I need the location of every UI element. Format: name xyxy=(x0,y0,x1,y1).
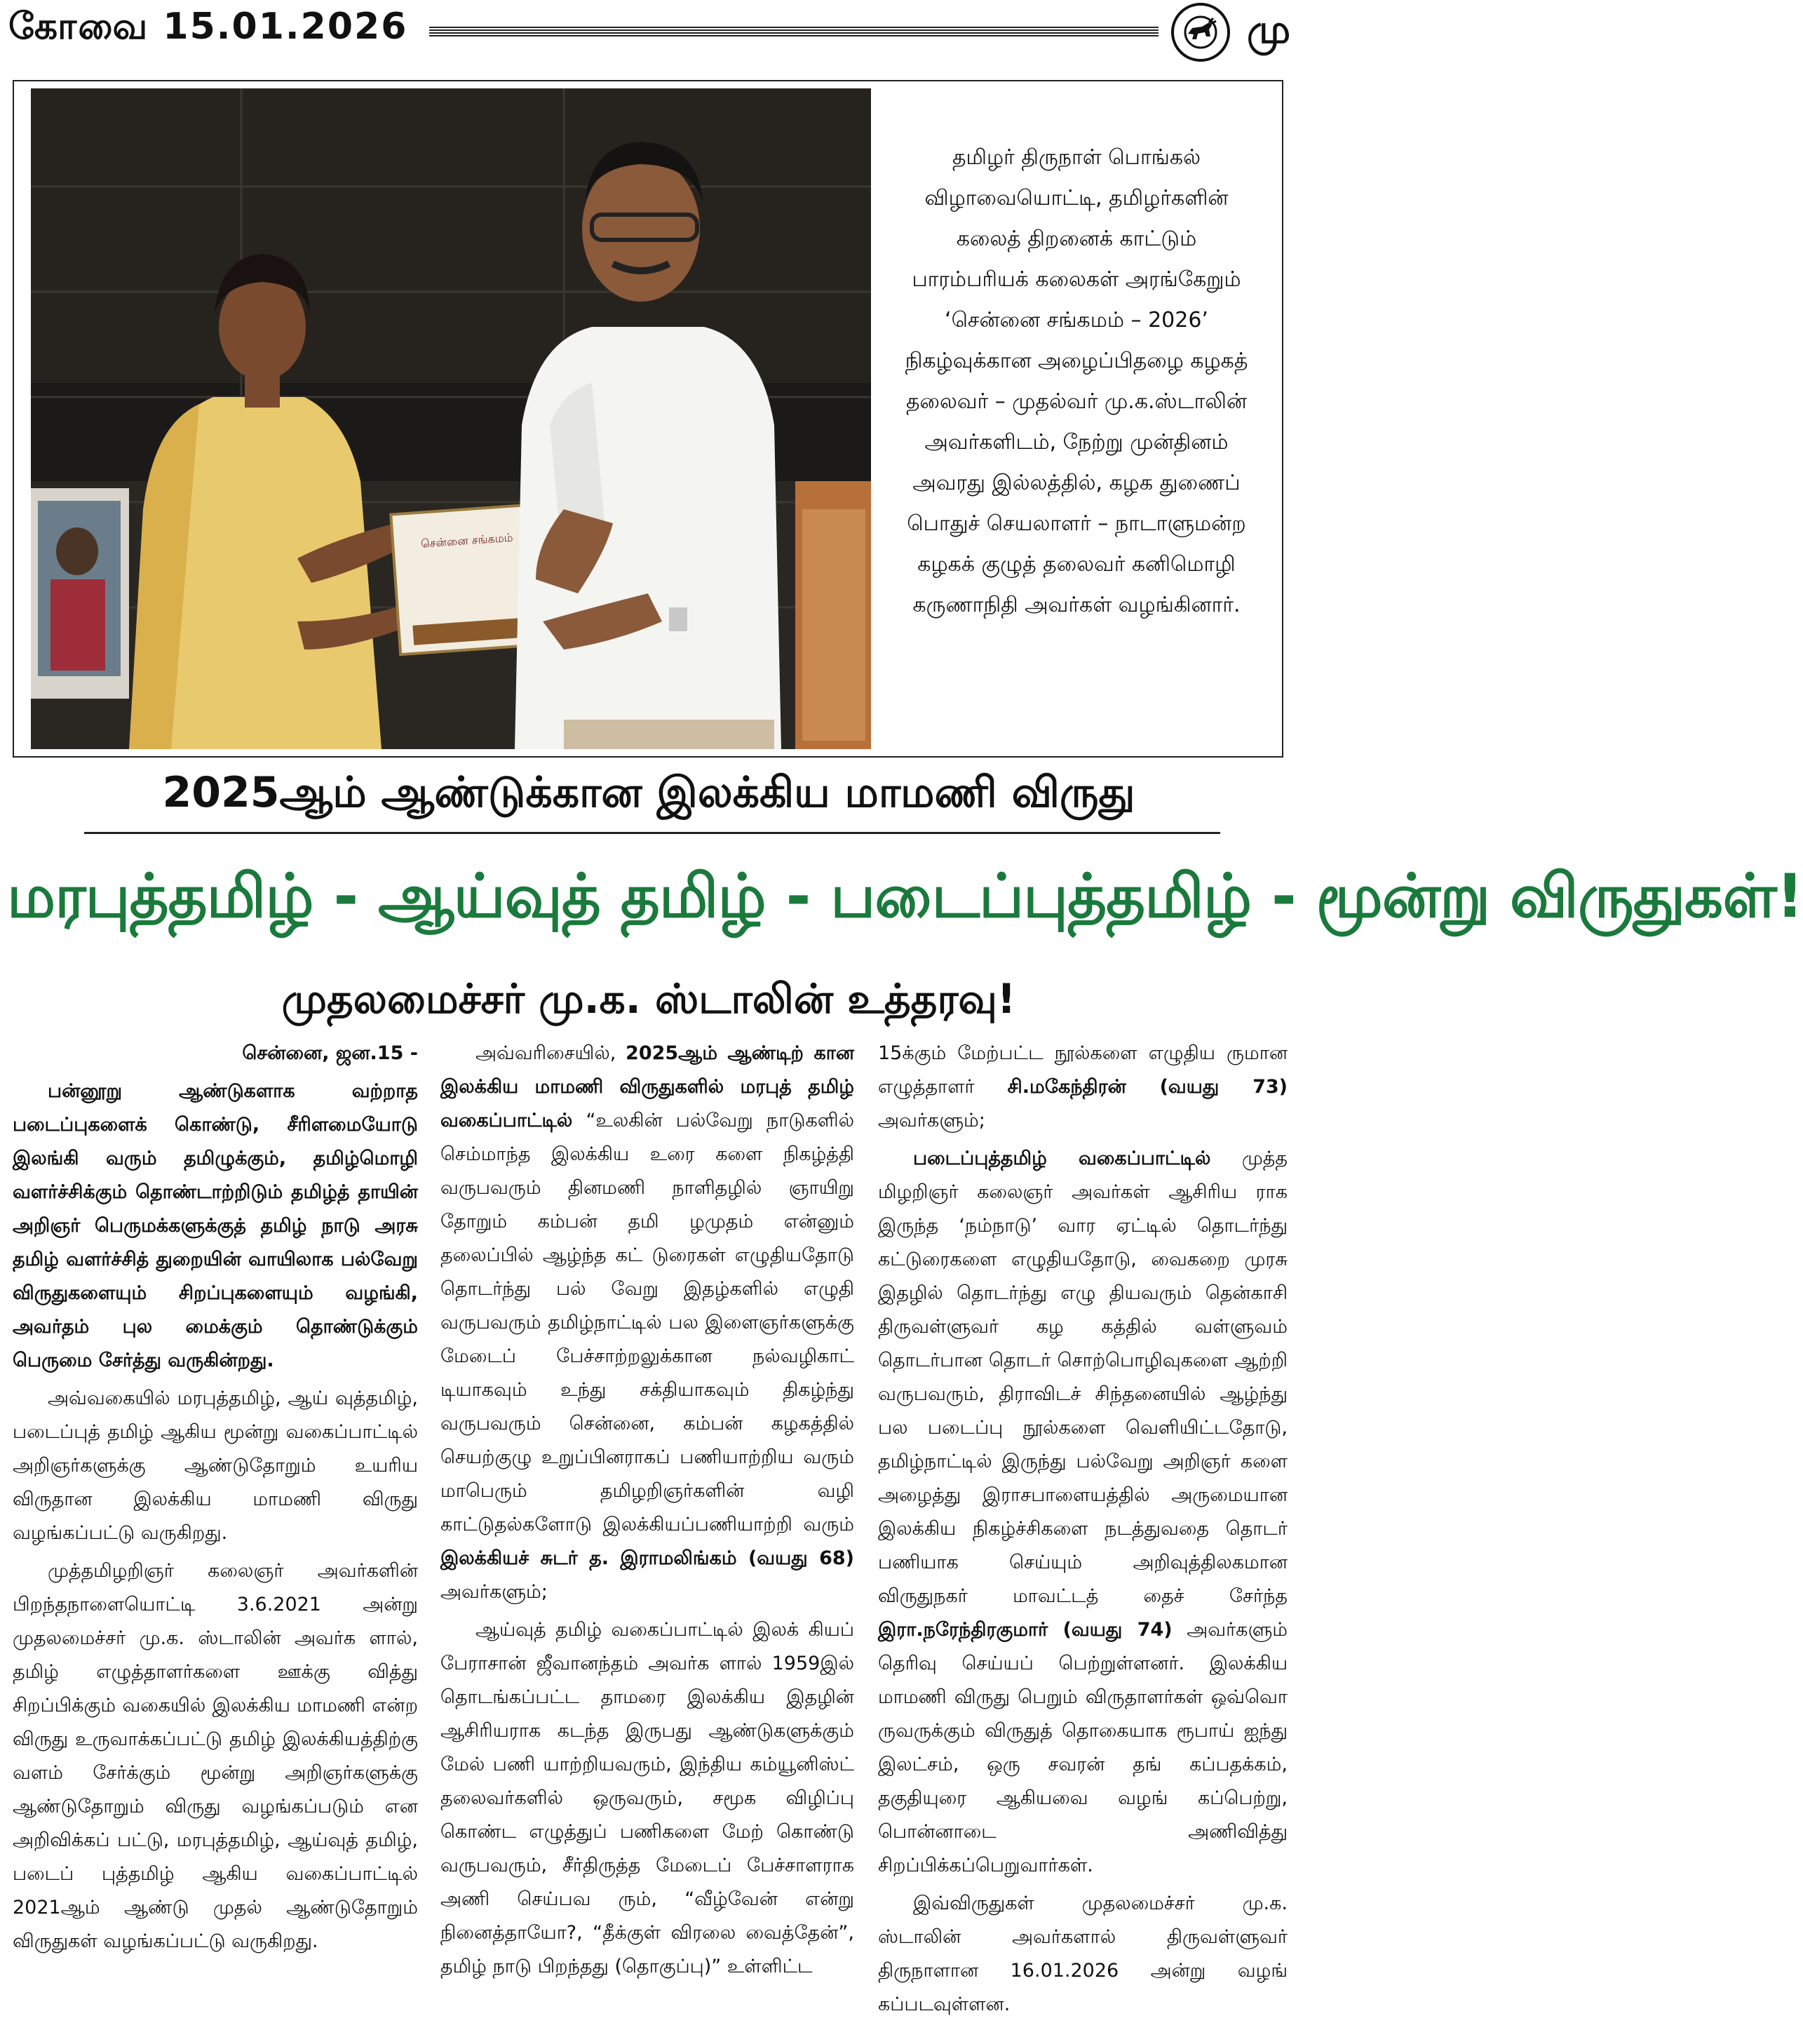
bull-emblem-icon xyxy=(1178,13,1223,52)
caption-line: கருணாநிதி அவர்கள் வழங்கினார். xyxy=(912,593,1241,617)
article-headline: மரபுத்தமிழ் - ஆய்வுத் தமிழ் - படைப்புத்தமிழ் - மூன்று விருதுகள்! xyxy=(7,861,1803,932)
caption-line: அவர்களிடம், நேற்று முன்தினம் xyxy=(924,430,1229,455)
body-paragraph xyxy=(878,1142,1288,1883)
article-column-3 xyxy=(878,1037,1288,2026)
caption-line: விழாவையொட்டி, தமிழர்களின் xyxy=(924,186,1229,210)
body-paragraph: முத்தமிழறிஞர் கலைஞர் அவர்களின் பிறந்தநாளையொட்டி 3.6.2021 அன்று முதலமைச்சர் மு.க. ஸ்டாலின் அவர்க ளால், தமிழ் எழுத்தாளர்களை ஊக்கு வித்து சிறப்பிக்கும் வகையில் இலக்கிய மாமணி என்ற விருது உருவாக்கப்பட்டு தமிழ் இலக்கியத்திற்கு வளம் சேர்க்கும் மூன்று அறிஞர்களுக்கு ஆண்டுதோறும் விருது வழங்கப்படும் என அறிவிக்கப் பட்டு, மரபுத்தமிழ், ஆய்வுத் தமிழ், படைப் புத்தமிழ் ஆகிய வகைப்பாட்டில் 2021ஆம் ஆண்டு முதல் ஆண்டுதோறும் விருதுகள் வழங்கப்பட்டு வருகிறது. xyxy=(13,1560,418,1952)
caption-line: அவரது இல்லத்தில், கழக துணைப் xyxy=(912,471,1241,495)
article-column-2 xyxy=(440,1037,854,1988)
caption-line: தமிழர் திருநாள் பொங்கல் xyxy=(952,145,1201,170)
awardee-name: சி.மகேந்திரன் (வயது 73) xyxy=(1007,1076,1288,1098)
masthead-rule xyxy=(429,27,1159,36)
lead-paragraph: பன்னூறு ஆண்டுகளாக வற்றாத படைப்புகளைக் கொண்டு, சீரிளமையோடு இலங்கி வரும் தமிழுக்கும், தமிழ்மொழி வளர்ச்சிக்கும் தொண்டாற்றிடும் தமிழ்த் தாயின் அறிஞர் பெருமக்களுக்குத் தமிழ் நாடு அரசு தமிழ் வளர்ச்சித் துறையின் வாயிலாக பல்வேறு விருதுகளையும் சிறப்புகளையும் வழங்கி, அவர்தம் புல மைக்கும் தொண்டுக்கும் பெருமை சேர்த்து வருகின்றது. xyxy=(13,1080,418,1371)
caption-line: ‘சென்னை சங்கமம் – 2026’ xyxy=(945,308,1208,332)
caption-line: தலைவர் – முதல்வர் மு.க.ஸ்டாலின் xyxy=(906,389,1247,414)
caption-line: நிகழ்வுக்கான அழைப்பிதழை கழகத் xyxy=(905,349,1248,373)
text-run: அவ்வரிசையில், xyxy=(475,1042,626,1064)
body-paragraph xyxy=(878,1037,1288,1138)
body-paragraph xyxy=(440,1037,854,1609)
awardee-name: இரா.நரேந்திரகுமார் (வயது 74) xyxy=(878,1619,1173,1641)
article-subhead: முதலமைச்சர் மு.க. ஸ்டாலின் உத்தரவு! xyxy=(281,975,1016,1023)
kicker-underline xyxy=(84,832,1220,834)
text-run: 15க்கும் மேற்பட்ட நூல்களை எழுதிய ருமான எழுத்தாளர் xyxy=(878,1042,1288,1098)
emphasis-text: 2025ஆம் ஆண்டிற் கான இலக்கிய மாமணி விருதுகளில் மரபுத் தமிழ் வகைப்பாட்டில் xyxy=(440,1042,854,1131)
body-paragraph: இவ்விருதுகள் முதலமைச்சர் மு.க. ஸ்டாலின் அவர்களால் திருவள்ளுவர் திருநாளான 16.01.2026 அன்று வழங் கப்படவுள்ளன. xyxy=(878,1892,1288,2015)
text-run: “உலகின் பல்வேறு நாடுகளில் செம்மாந்த இலக்கிய உரை களை நிகழ்த்தி வருபவரும் தினமணி நாளிதழில் ஞாயிறு தோறும் கம்பன் தமி ழமுதம் என்னும் தலைப்பில் ஆழ்ந்த கட் டுரைகள் எழுதியதோடு தொடர்ந்து பல் வேறு இதழ்களில் எழுதி வருபவரும் தமிழ்நாட்டில் பல இளைஞர்களுக்கு மேடைப் பேச்சாற்றலுக்கான நல்வழிகாட் டியாகவும் உந்து சக்தியாகவும் திகழ்ந்து வருபவரும் சென்னை, கம்பன் கழகத்தில் செயற்குழு உறுப்பினராகப் பணியாற்றிய வரும் மாபெரும் தமிழறிஞர்களின் வழி காட்டுதல்களோடு இலக்கியப்பணியாற்றி வரும் xyxy=(440,1110,854,1535)
dateline: சென்னை, ஜன.15 - xyxy=(242,1042,418,1064)
caption-line: கழகக் குழுத் தலைவர் கனிமொழி xyxy=(917,552,1236,577)
caption-line: பொதுச் செயலாளர் – நாடாளுமன்ற xyxy=(907,511,1246,536)
caption-line: கலைத் திறனைக் காட்டும் xyxy=(956,227,1197,251)
body-paragraph: ஆய்வுத் தமிழ் வகைப்பாட்டில் இலக் கியப் பேராசான் ஜீவானந்தம் அவர்க ளால் 1959இல் தொடங்கப்பட்ட தாமரை இலக்கிய இதழின் ஆசிரியராக கடந்த இருபது ஆண்டுகளுக்கும் மேல் பணி யாற்றியவரும், இந்திய கம்யூனிஸ்ட் தலைவர்களில் ஒருவரும், சமூக விழிப்பு கொண்ட எழுத்துப் பணிகளை மேற் கொண்டு வருபவரும், சீர்திருத்த மேடைப் பேச்சாளராக அணி செய்பவ ரும், “வீழ்வேன் என்று நினைத்தாயோ?, “தீக்குள் விரலை வைத்தேன்”, தமிழ் நாடு பிறந்தது (தொகுப்பு)” உள்ளிட்ட xyxy=(440,1619,854,1977)
awardee-name: இலக்கியச் சுடர் த. இராமலிங்கம் (வயது 68) xyxy=(440,1547,854,1569)
masthead xyxy=(0,0,1297,67)
edition-city-date: கோவை 15.01.2026 xyxy=(8,6,408,48)
masthead-letter: மு xyxy=(1247,7,1291,53)
article-column-1 xyxy=(13,1037,418,1963)
emphasis-text: படைப்புத்தமிழ் வகைப்பாட்டில் xyxy=(913,1148,1211,1169)
text-run: முத்த மிழறிஞர் கலைஞர் அவர்கள் ஆசிரிய ராக இருந்த ‘நம்நாடு’ வார ஏட்டில் தொடர்ந்து கட்டுரைகளை எழுதியதோடு, வைகறை முரசு இதழில் தொடர்ந்து எழு தியவரும் தென்காசி திருவள்ளுவர் கழ கத்தில் வள்ளுவம் தொடர்பான தொடர் சொற்பொழிவுகளை ஆற்றி வருபவரும், திராவிடச் சிந்தனையில் ஆழ்ந்து பல படைப்பு நூல்களை வெளியிட்டதோடு, தமிழ்நாட்டில் இருந்து பல்வேறு அறிஞர் களை அழைத்து இராசபாளையத்தில் அருமையான இலக்கிய நிகழ்ச்சிகளை நடத்துவதை தொடர் பணியாக செய்யும் அறிவுத்திலகமான விருதுநகர் மாவட்டத் தைச் சேர்ந்த xyxy=(878,1148,1288,1607)
news-photo xyxy=(31,88,871,749)
text-run: அவர்களும் தெரிவு செய்யப் பெற்றுள்ளனர். இலக்கிய மாமணி விருது பெறும் விருதாளர்கள் ஒவ்வொ ருவருக்கும் விருதுத் தொகையாக ரூபாய் ஐந்து இலட்சம், ஒரு சவரன் தங் கப்பதக்கம், தகுதியுரை ஆகியவை வழங் கப்பெற்று, பொன்னாடை அணிவித்து சிறப்பிக்கப்பெறுவார்கள். xyxy=(878,1619,1288,1876)
caption-line: பாரம்பரியக் கலைகள் அரங்கேறும் xyxy=(912,267,1241,292)
text-run: அவர்களும்; xyxy=(878,1110,985,1131)
text-run: அவர்களும்; xyxy=(440,1581,548,1603)
invitation-book-title: சென்னை சங்கமம் xyxy=(420,530,514,551)
body-paragraph: அவ்வகையில் மரபுத்தமிழ், ஆய் வுத்தமிழ், படைப்புத் தமிழ் ஆகிய மூன்று வகைப்பாட்டில் அறிஞர்களுக்கு ஆண்டுதோறும் உயரிய விருதான இலக்கிய மாமணி விருது வழங்கப்பட்டு வருகிறது. xyxy=(13,1387,418,1544)
photo-caption xyxy=(885,137,1268,626)
masthead-logo xyxy=(1171,3,1230,62)
article-kicker: 2025ஆம் ஆண்டுக்கான இலக்கிய மாமணி விருது xyxy=(162,768,1135,817)
